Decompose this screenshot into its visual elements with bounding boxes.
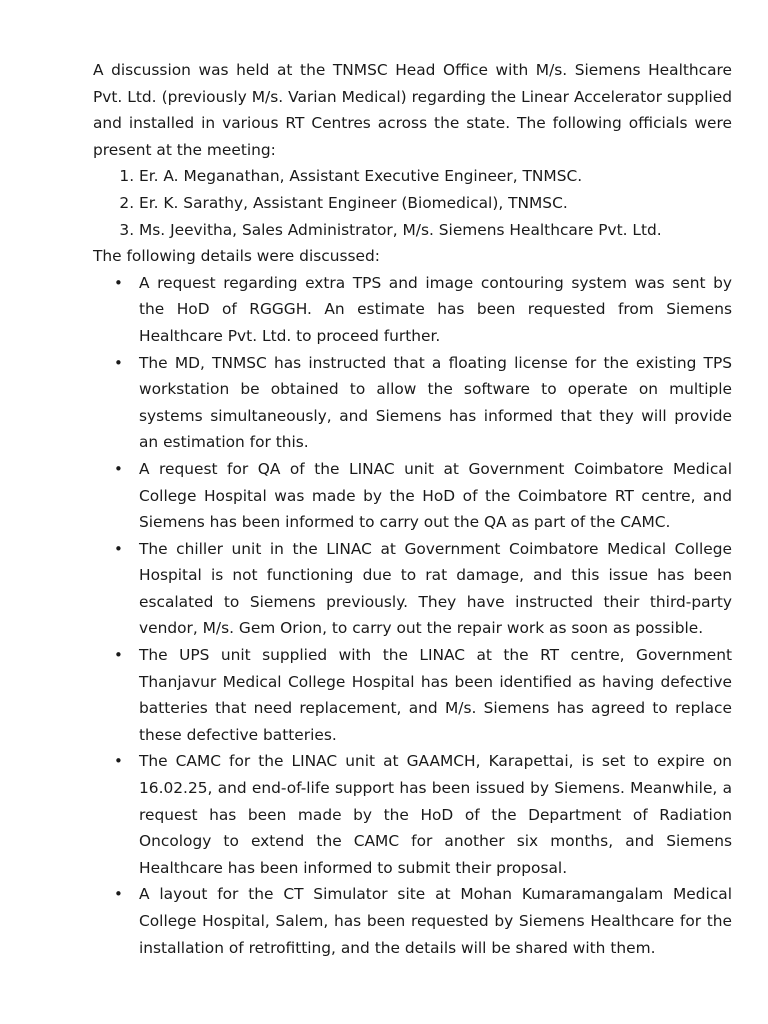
detail-text: The CAMC for the LINAC unit at GAAMCH, Karapettai, is set to expire on 16.02.25, and end-of-life support has been issued by Siemens. Meanwhile, a request has been made by the HoD of the Department of Radiation Oncology to extend the CAMC for another six months, and Siemens Healthcare has been informed to submit their proposal. xyxy=(139,752,732,877)
official-item: 3. Ms. Jeevitha, Sales Administrator, M/s. Siemens Healthcare Pvt. Ltd. xyxy=(139,217,732,244)
detail-item xyxy=(114,748,732,881)
detail-item xyxy=(114,881,732,961)
official-item: 2. Er. K. Sarathy, Assistant Engineer (Biomedical), TNMSC. xyxy=(139,190,732,217)
document-page xyxy=(93,57,732,961)
official-item: 1. Er. A. Meganathan, Assistant Executive Engineer, TNMSC. xyxy=(139,163,732,190)
detail-text: A request regarding extra TPS and image contouring system was sent by the HoD of RGGGH. An estimate has been requested from Siemens Healthcare Pvt. Ltd. to proceed further. xyxy=(139,273,732,345)
officials-list xyxy=(93,163,732,243)
detail-item xyxy=(114,642,732,748)
detail-text: The UPS unit supplied with the LINAC at the RT centre, Government Thanjavur Medical College Hospital has been identified as having defective batteries that need replacement, and M/s. Siemens has agreed to replace these defective batteries. xyxy=(139,646,732,744)
details-heading: The following details were discussed: xyxy=(93,247,380,266)
bullet-icon: • xyxy=(114,885,123,904)
bullet-icon: • xyxy=(114,459,123,478)
detail-text: A request for QA of the LINAC unit at Government Coimbatore Medical College Hospital was made by the HoD of the Coimbatore RT centre, and Siemens has been informed to carry out the QA as part of the CAMC. xyxy=(139,459,732,532)
details-list xyxy=(93,270,732,961)
detail-item xyxy=(114,350,732,456)
detail-item xyxy=(114,456,732,536)
bullet-icon: • xyxy=(114,539,123,558)
detail-text: The chiller unit in the LINAC at Government Coimbatore Medical College Hospital is not functioning due to rat damage, and this issue has been escalated to Siemens previously. They have instructed their third-party vendor, M/s. Gem Orion, to carry out the repair work as soon as possible. xyxy=(139,539,732,638)
detail-item xyxy=(114,270,732,350)
detail-text: A layout for the CT Simulator site at Mohan Kumaramangalam Medical College Hospital, Salem, has been requested by Siemens Healthcare for the installation of retrofitting, and the details will be shared with them. xyxy=(139,885,732,957)
bullet-icon: • xyxy=(114,646,123,665)
bullet-icon: • xyxy=(114,353,123,372)
intro-paragraph: A discussion was held at the TNMSC Head Office with M/s. Siemens Healthcare Pvt. Ltd. (previously M/s. Varian Medical) regarding the Linear Accelerator supplied and installed in various RT Centres across the state. The following officials were present at the meeting: xyxy=(93,61,732,159)
detail-item xyxy=(114,536,732,642)
detail-text: The MD, TNMSC has instructed that a floating license for the existing TPS workstation be obtained to allow the software to operate on multiple systems simultaneously, and Siemens has informed that they will provide an estimation for this. xyxy=(139,353,732,452)
bullet-icon: • xyxy=(114,752,123,771)
bullet-icon: • xyxy=(114,273,123,292)
